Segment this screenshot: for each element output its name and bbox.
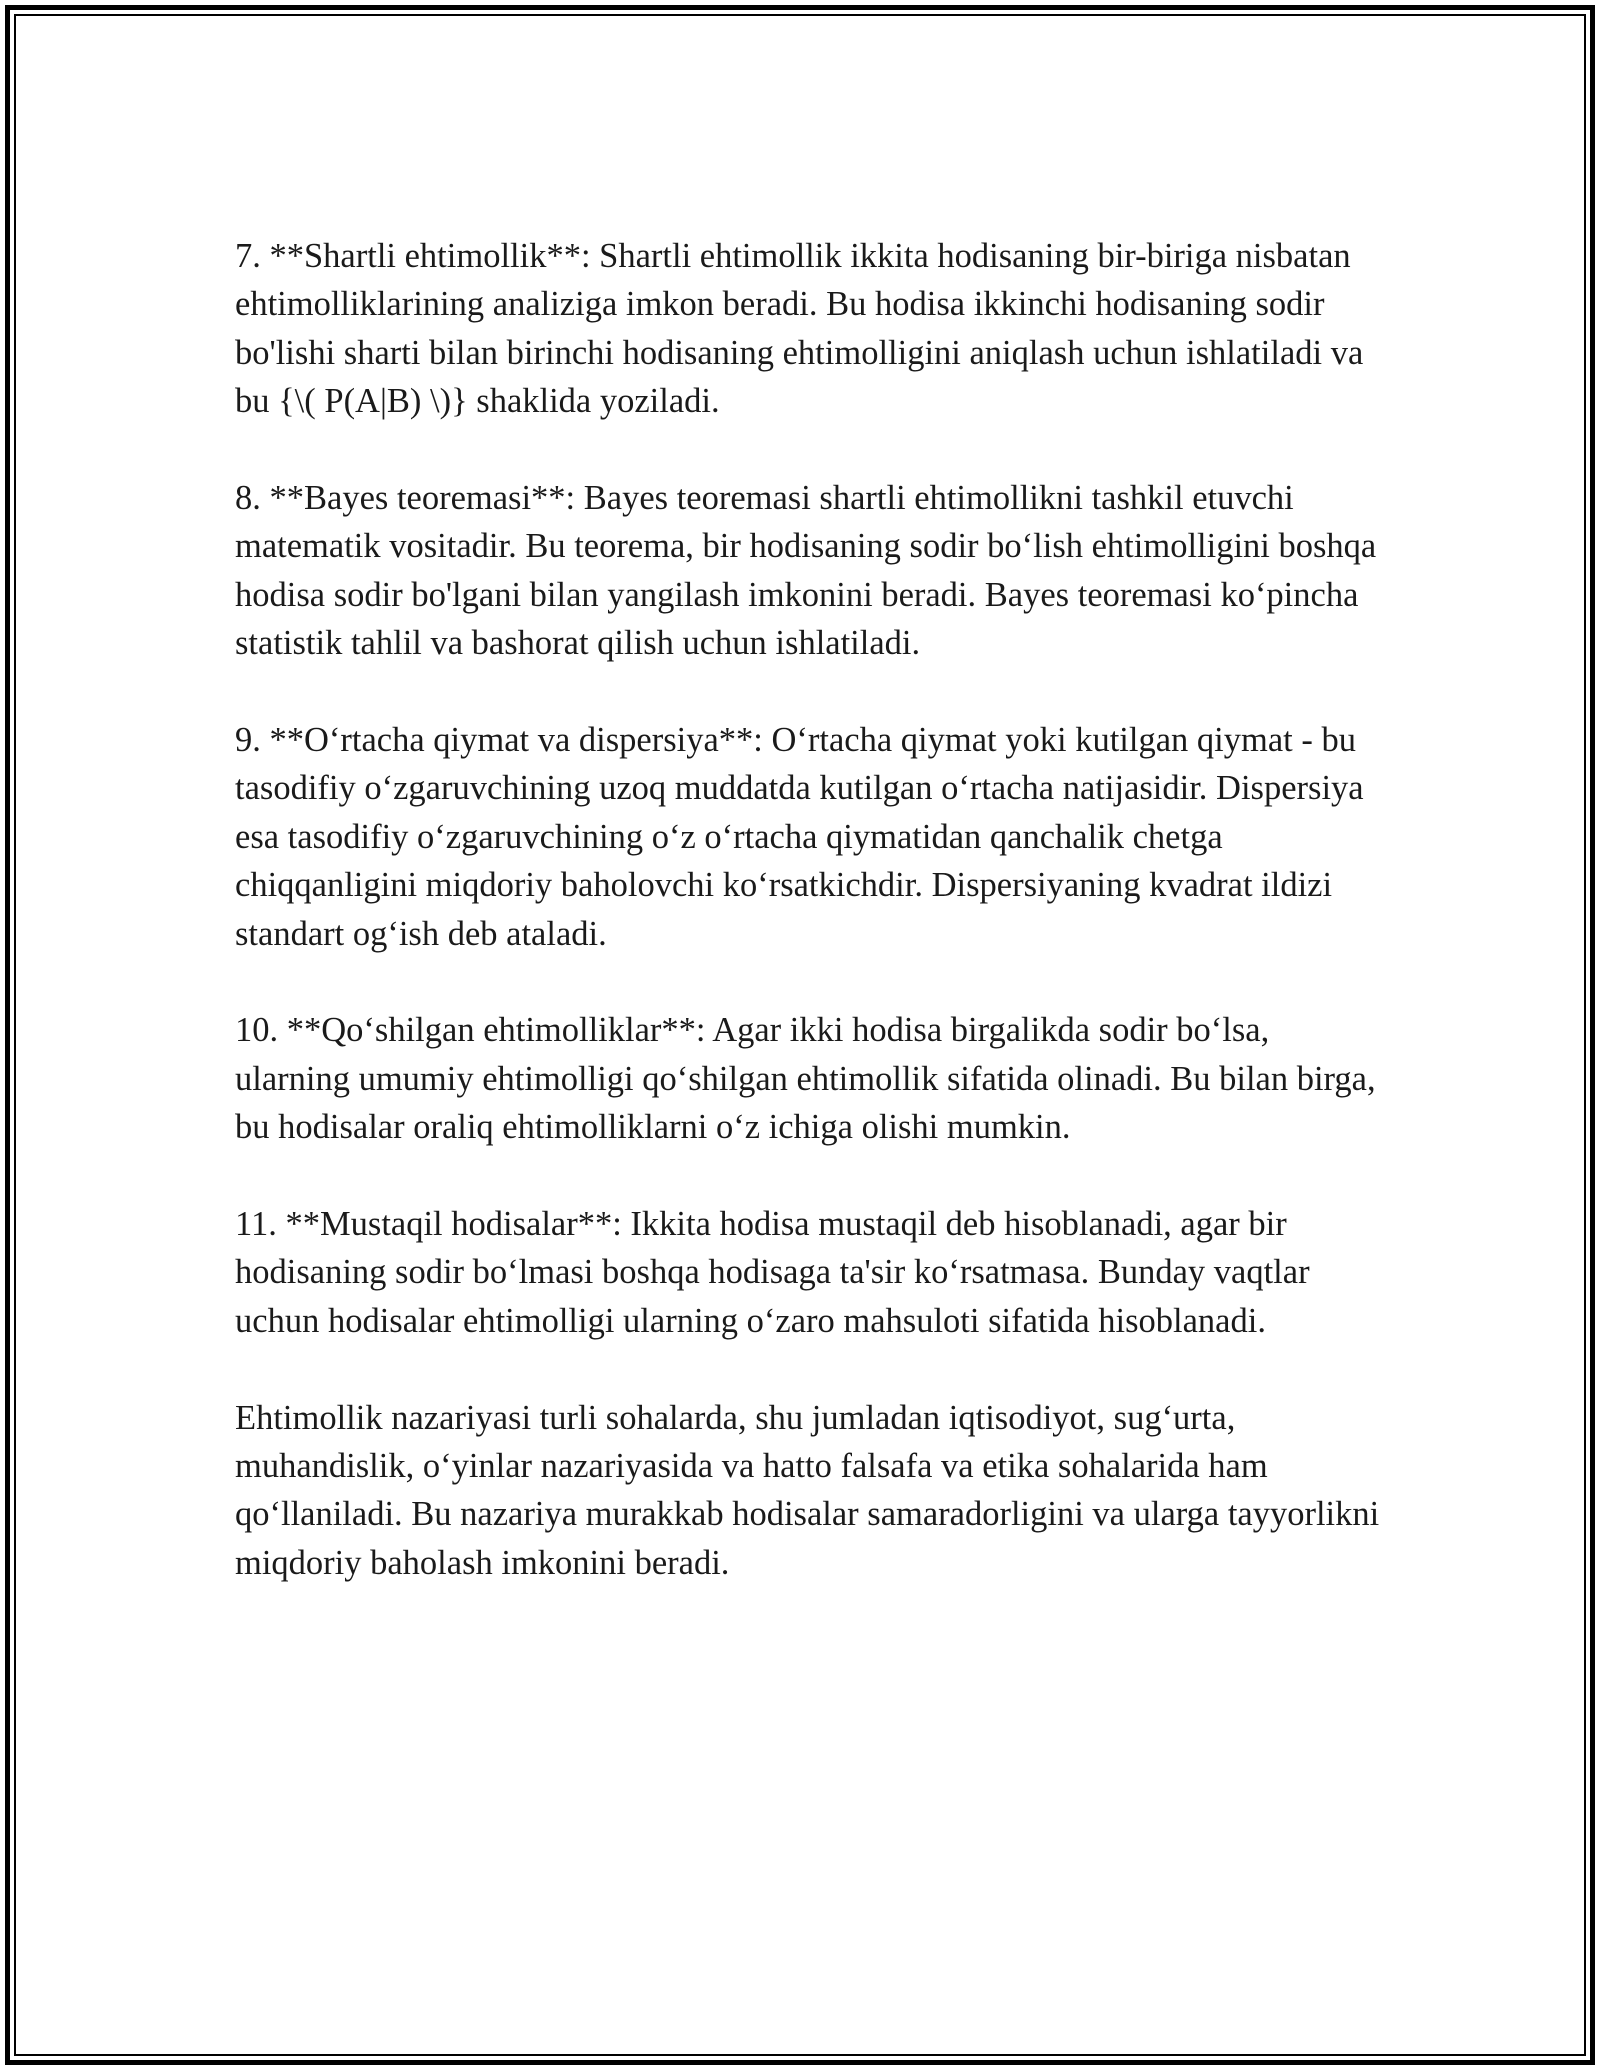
paragraph-joint-probabilities: 10. **Qo‘shilgan ehtimolliklar**: Agar ikki hodisa birgalikda sodir bo‘lsa, ularning umumiy ehtimolligi qo‘shilgan ehtimollik sifatida olinadi. Bu bilan birga, bu hodisalar oraliq ehtimolliklarni o‘z ichiga olishi mumkin.: [235, 1011, 1376, 1147]
document-body: [235, 232, 1385, 1636]
paragraph-mean-and-variance: 9. **O‘rtacha qiymat va dispersiya**: O‘rtacha qiymat yoki kutilgan qiymat - bu tasodifiy o‘zgaruvchining uzoq muddatda kutilgan o‘rtacha natijasidir. Dispersiya esa tasodifiy o‘zgaruvchining o‘z o‘rtacha qiymatidan qanchalik chetga chiqqanligini miqdoriy baholovchi ko‘rsatkichdir. Dispersiyaning kvadrat ildizi standart og‘ish deb ataladi.: [235, 721, 1364, 953]
paragraph-independent-events: 11. **Mustaqil hodisalar**: Ikkita hodisa mustaqil deb hisoblanadi, agar bir hodisaning sodir bo‘lmasi boshqa hodisaga ta'sir ko‘rsatmasa. Bunday vaqtlar uchun hodisalar ehtimolligi ularning o‘zaro mahsuloti sifatida hisoblanadi.: [235, 1205, 1310, 1340]
paragraph-conclusion: Ehtimollik nazariyasi turli sohalarda, shu jumladan iqtisodiyot, sug‘urta, muhandislik, o‘yinlar nazariyasida va hatto falsafa va etika sohalarida ham qo‘llaniladi. Bu nazariya murakkab hodisalar samaradorligini va ularga tayyorlikni miqdoriy baholash imkonini beradi.: [235, 1398, 1380, 1582]
paragraph-bayes-theorem: 8. **Bayes teoremasi**: Bayes teoremasi shartli ehtimollikni tashkil etuvchi matematik vositadir. Bu teorema, bir hodisaning sodir bo‘lish ehtimolligini boshqa hodisa sodir bo'lgani bilan yangilash imkonini beradi. Bayes teoremasi ko‘pincha statistik tahlil va bashorat qilish uchun ishlatiladi.: [235, 479, 1377, 663]
paragraph-conditional-probability: 7. **Shartli ehtimollik**: Shartli ehtimollik ikkita hodisaning bir-biriga nisbatan ehtimolliklarining analiziga imkon beradi. Bu hodisa ikkinchi hodisaning sodir bo'lishi sharti bilan birinchi hodisaning ehtimolligini aniqlash uchun ishlatiladi va bu {\( P(A|B) \)} shaklida yoziladi.: [235, 237, 1364, 421]
